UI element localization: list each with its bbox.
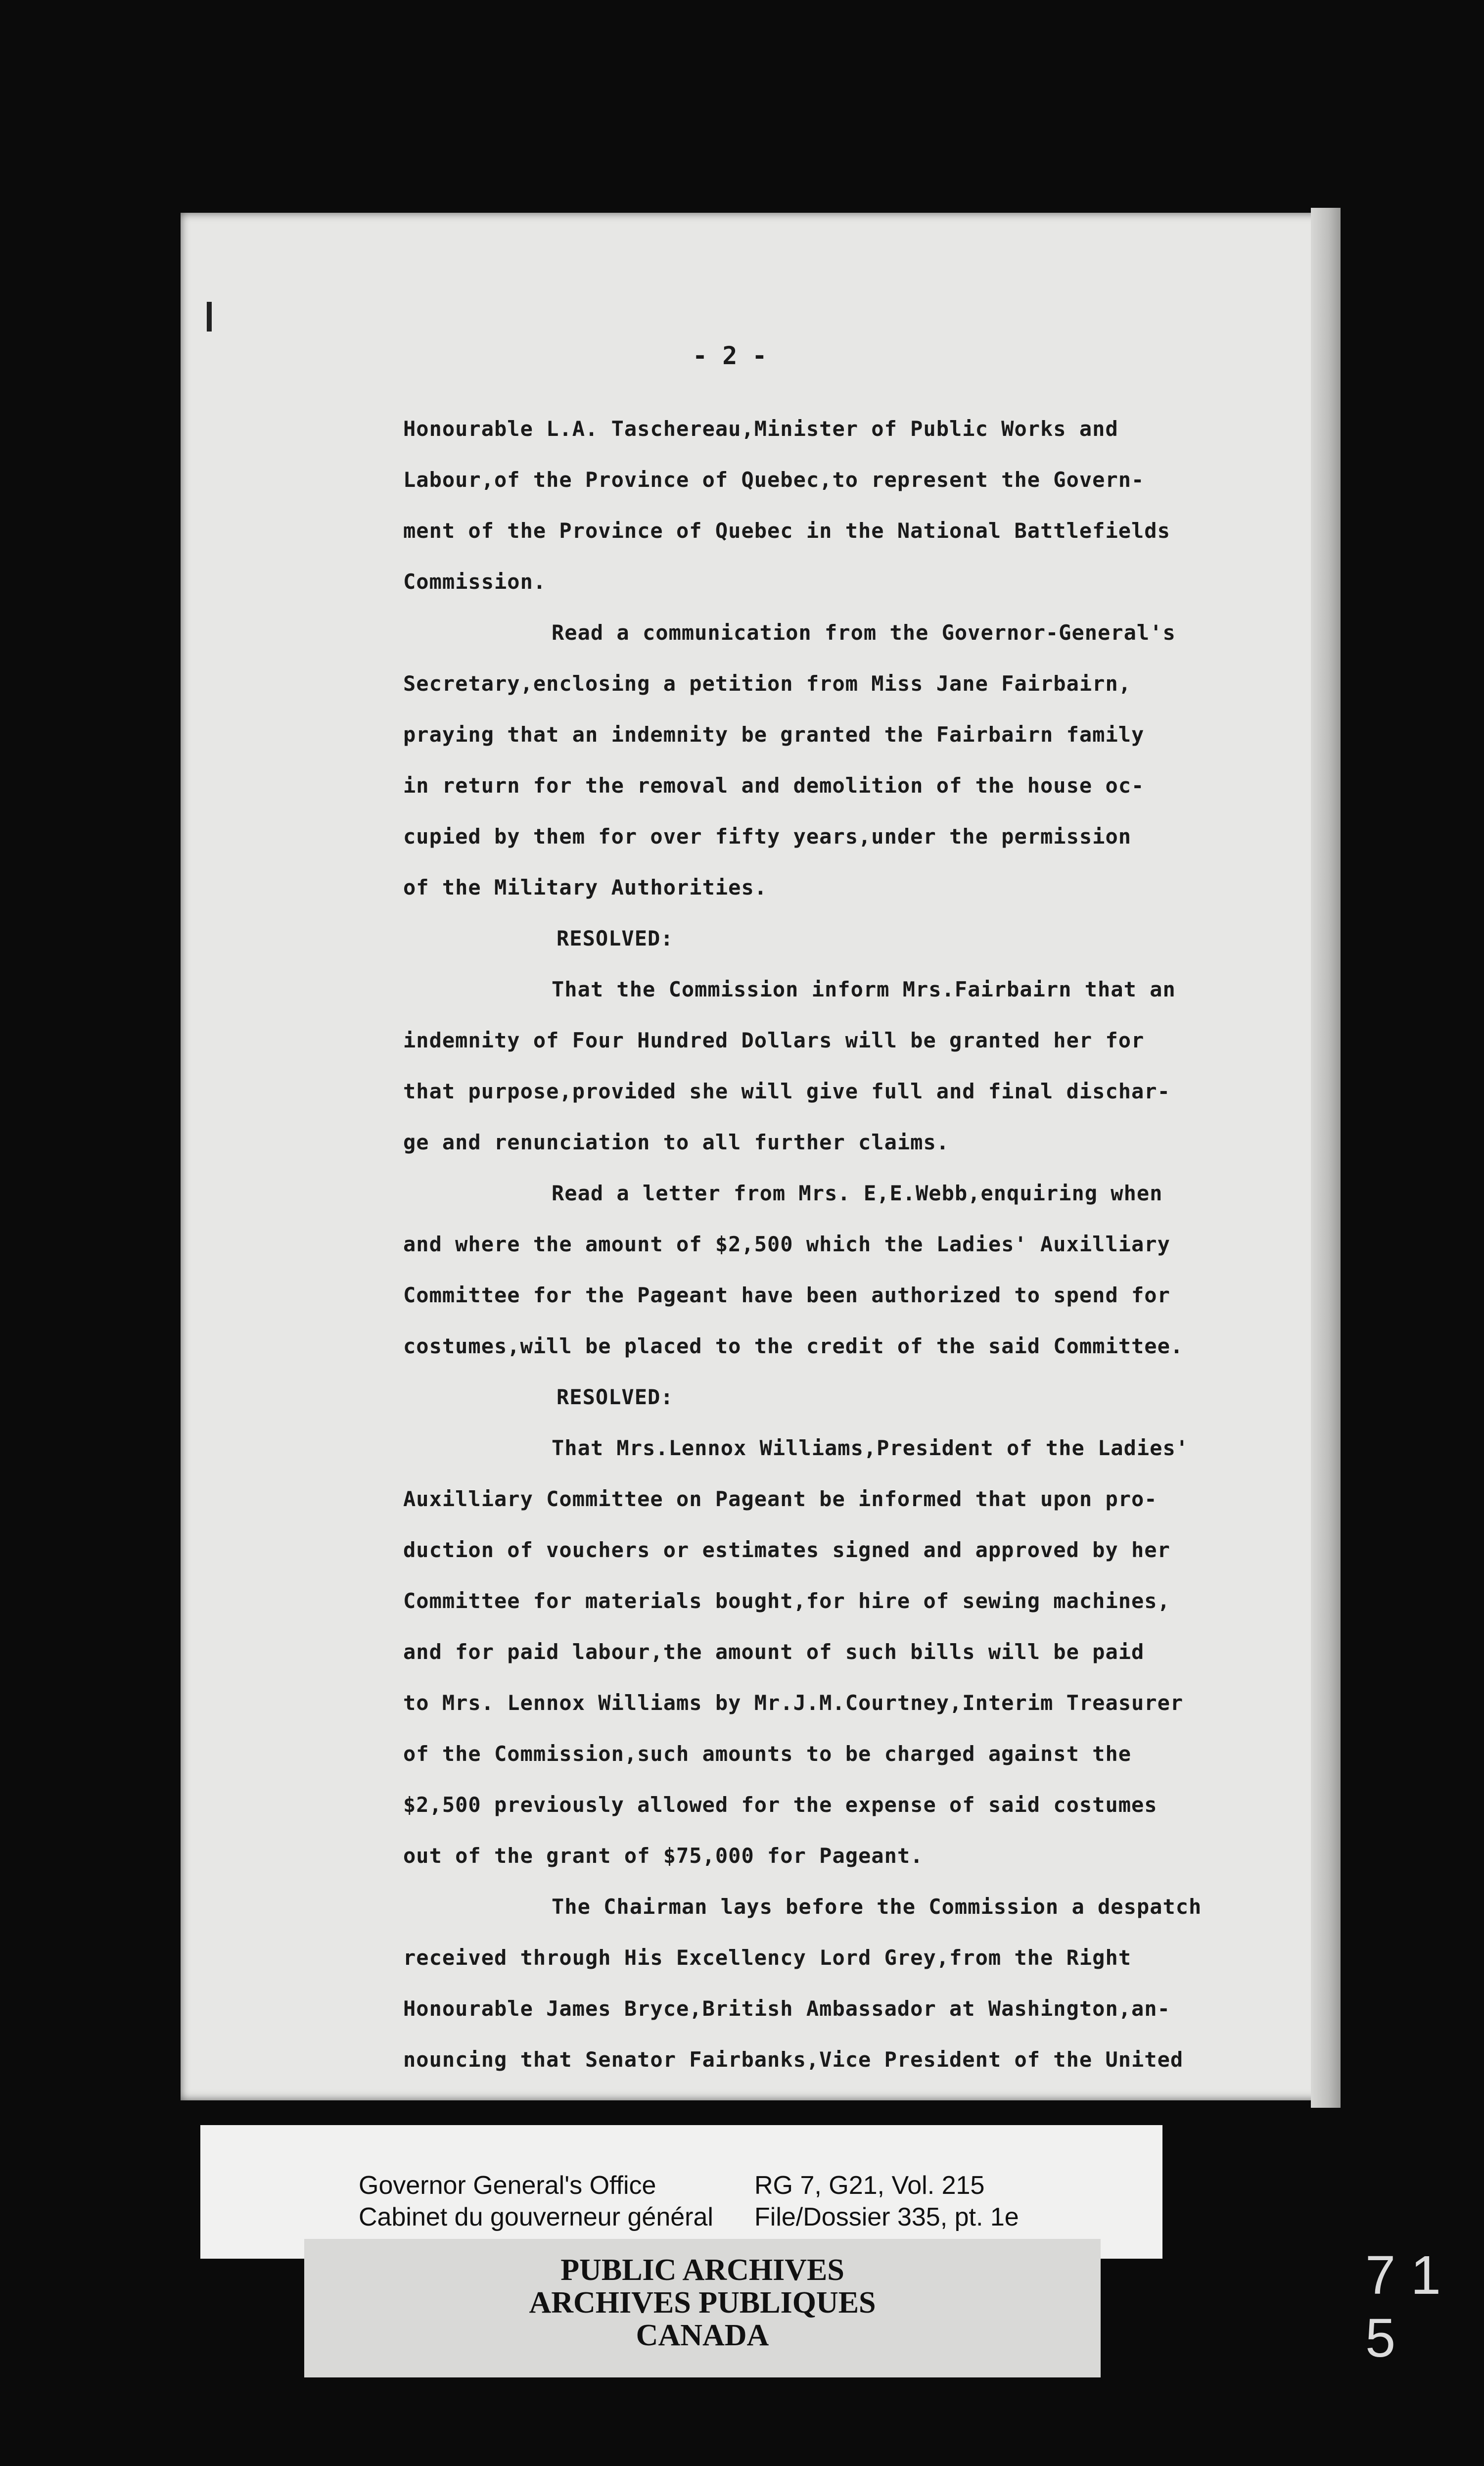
resolved-heading: RESOLVED: xyxy=(556,1385,674,1409)
stamp-line-2: ARCHIVES PUBLIQUES xyxy=(529,2286,876,2320)
text-line: nouncing that Senator Fairbanks,Vice President of the United xyxy=(403,2047,1184,2072)
text-line: of the Commission,such amounts to be charged against the xyxy=(403,1742,1132,1766)
typed-text-body xyxy=(403,403,1333,2085)
archive-reference-volume: RG 7, G21, Vol. 215 xyxy=(754,2171,985,2200)
text-line: ge and renunciation to all further claims. xyxy=(403,1130,950,1154)
text-line: The Chairman lays before the Commission a despatch xyxy=(552,1895,1202,1919)
text-line: Committee for the Pageant have been authorized to spend for xyxy=(403,1283,1170,1307)
text-line: That the Commission inform Mrs.Fairbairn that an xyxy=(552,977,1176,1001)
text-line: cupied by them for over fifty years,under the permission xyxy=(403,824,1132,849)
text-line: Committee for materials bought,for hire of sewing machines, xyxy=(403,1589,1170,1613)
text-line: and for paid labour,the amount of such bills will be paid xyxy=(403,1640,1145,1664)
archives-stamp xyxy=(304,2254,1101,2352)
text-line: praying that an indemnity be granted the Fairbairn family xyxy=(403,722,1145,747)
text-line: Read a communication from the Governor-General's xyxy=(552,620,1176,645)
text-line: Read a letter from Mrs. E,E.Webb,enquiring when xyxy=(552,1181,1163,1205)
text-line: received through His Excellency Lord Grey,from the Right xyxy=(403,1945,1132,1970)
text-line: to Mrs. Lennox Williams by Mr.J.M.Courtney,Interim Treasurer xyxy=(403,1691,1184,1715)
stamp-line-1: PUBLIC ARCHIVES xyxy=(560,2253,844,2287)
text-line: and where the amount of $2,500 which the Ladies' Auxilliary xyxy=(403,1232,1170,1256)
text-line: Commission. xyxy=(403,569,547,594)
archive-office-en: Governor General's Office xyxy=(359,2171,656,2200)
text-line: That Mrs.Lennox Williams,President of the Ladies' xyxy=(552,1436,1189,1460)
text-line: out of the grant of $75,000 for Pageant. xyxy=(403,1844,924,1868)
text-line: Honourable L.A. Taschereau,Minister of Public Works and xyxy=(403,417,1118,441)
archive-office-fr: Cabinet du gouverneur général xyxy=(359,2203,713,2231)
text-line: Auxilliary Committee on Pageant be informed that upon pro- xyxy=(403,1487,1158,1511)
text-line: in return for the removal and demolition of the house oc- xyxy=(403,773,1145,798)
text-line: that purpose,provided she will give full and final dischar- xyxy=(403,1079,1170,1103)
text-line: indemnity of Four Hundred Dollars will be granted her for xyxy=(403,1028,1145,1052)
text-line: Labour,of the Province of Quebec,to represent the Govern- xyxy=(403,468,1145,492)
text-line: Honourable James Bryce,British Ambassador at Washington,an- xyxy=(403,1996,1170,2021)
stamp-line-3: CANADA xyxy=(636,2319,769,2352)
resolved-heading: RESOLVED: xyxy=(556,926,674,950)
margin-mark xyxy=(207,302,212,332)
text-line: Secretary,enclosing a petition from Miss Jane Fairbairn, xyxy=(403,671,1132,696)
archive-reference-file: File/Dossier 335, pt. 1e xyxy=(754,2203,1019,2231)
page-number: - 2 - xyxy=(693,341,767,370)
text-line: ment of the Province of Quebec in the National Battlefields xyxy=(403,519,1170,543)
text-line: duction of vouchers or estimates signed and approved by her xyxy=(403,1538,1170,1562)
text-line: of the Military Authorities. xyxy=(403,875,768,900)
archive-reference xyxy=(754,2170,1019,2233)
archive-office xyxy=(359,2170,713,2233)
film-frame-number: 7 1 5 xyxy=(1365,2245,1441,2369)
text-line: costumes,will be placed to the credit of the said Committee. xyxy=(403,1334,1184,1358)
text-line: $2,500 previously allowed for the expense of said costumes xyxy=(403,1793,1158,1817)
